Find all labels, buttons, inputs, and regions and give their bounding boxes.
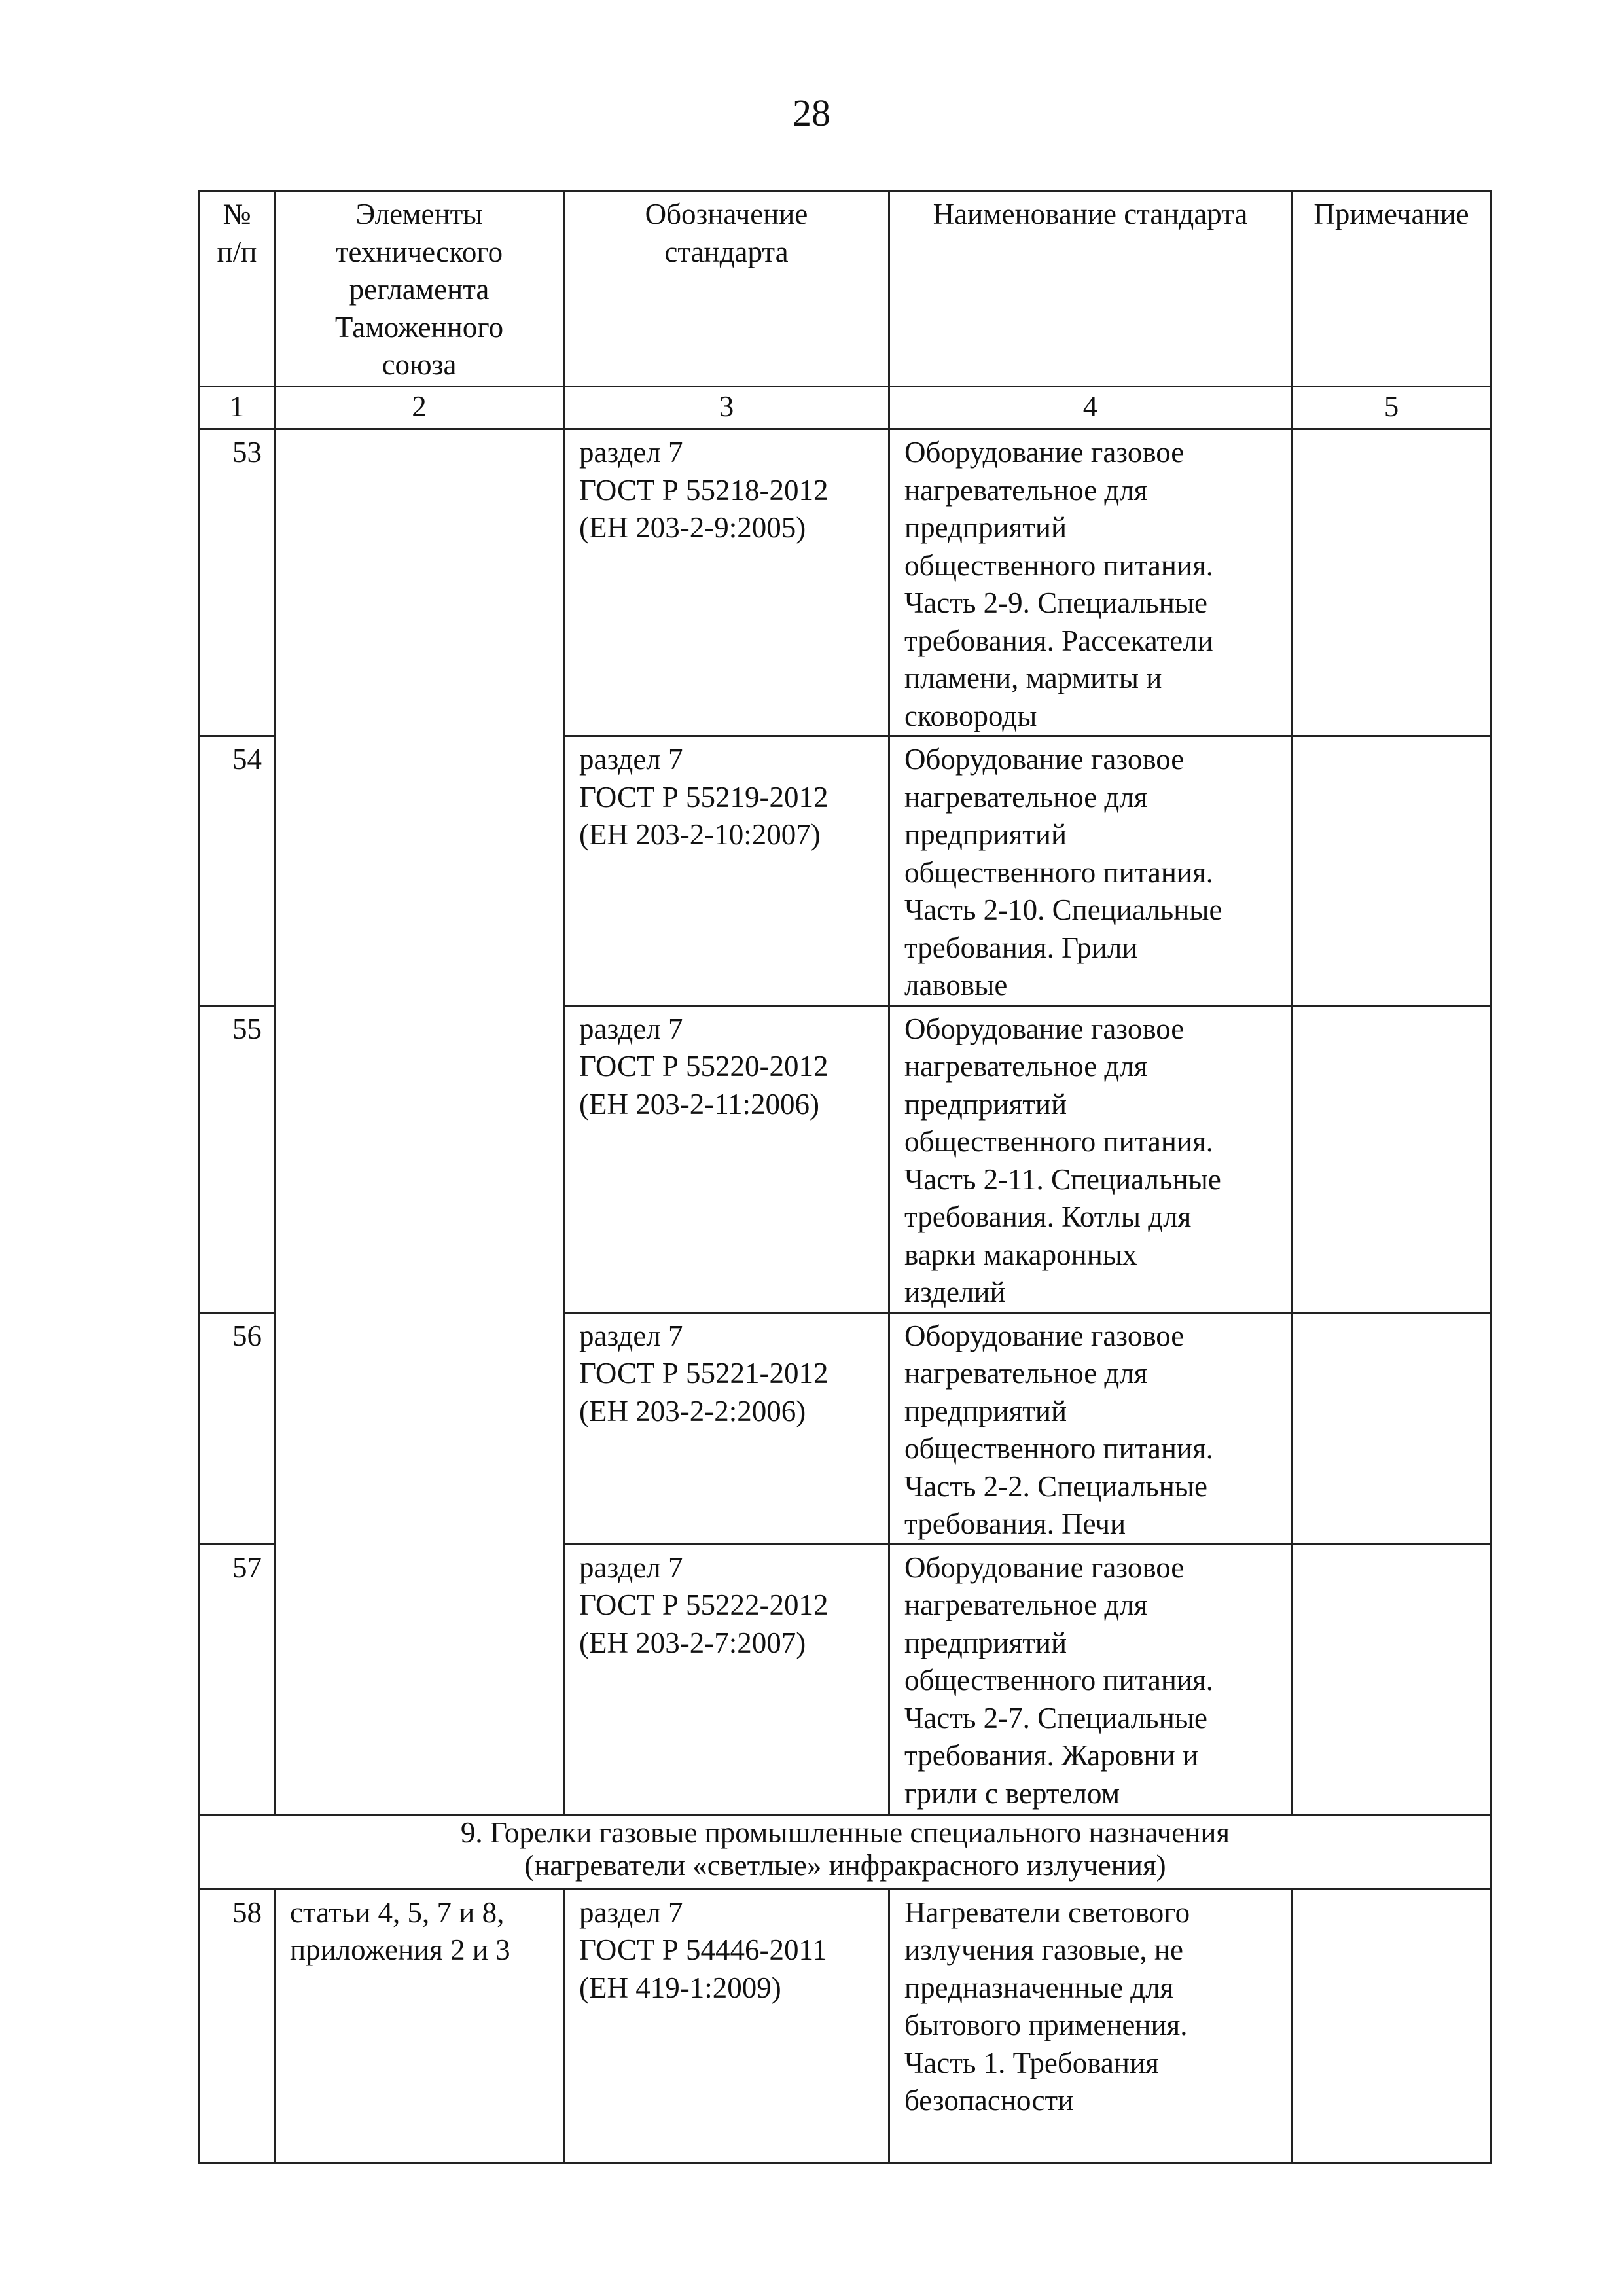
row-number: 55: [200, 1005, 275, 1312]
row-number: 57: [200, 1544, 275, 1815]
note-cell: [1292, 1889, 1491, 2163]
column-number: 2: [275, 387, 564, 429]
header-designation: Обозначение стандарта: [564, 191, 889, 387]
note-cell: [1292, 1544, 1491, 1815]
header-standard-name: Наименование стандарта: [889, 191, 1292, 387]
table-header-row: [200, 191, 1491, 387]
row-number: 54: [200, 736, 275, 1006]
elements-cell-empty: [275, 429, 564, 1816]
row-number: 53: [200, 429, 275, 736]
designation-cell: раздел 7 ГОСТ Р 55218-2012 (ЕН 203-2-9:2005): [564, 429, 889, 736]
column-numbers-row: [200, 387, 1491, 429]
designation-cell: раздел 7 ГОСТ Р 55220-2012 (ЕН 203-2-11:2006): [564, 1005, 889, 1312]
note-cell: [1292, 736, 1491, 1006]
header-number: № п/п: [200, 191, 275, 387]
elements-cell: статьи 4, 5, 7 и 8, приложения 2 и 3: [275, 1889, 564, 2163]
standard-name-cell: Оборудование газовое нагревательное для предприятий общественного питания. Часть 2-10. Специальные требования. Грили лавовые: [889, 736, 1292, 1006]
standard-name-cell: Оборудование газовое нагревательное для предприятий общественного питания. Часть 2-2. Специальные требования. Печи: [889, 1312, 1292, 1544]
row-number: 56: [200, 1312, 275, 1544]
note-cell: [1292, 1312, 1491, 1544]
designation-cell: раздел 7 ГОСТ Р 54446-2011 (ЕН 419-1:2009): [564, 1889, 889, 2163]
table-row: [200, 429, 1491, 736]
section-heading: 9. Горелки газовые промышленные специального назначения (нагреватели «светлые» инфракрасного излучения): [200, 1815, 1491, 1889]
column-number: 3: [564, 387, 889, 429]
column-number: 5: [1292, 387, 1491, 429]
section-heading-row: [200, 1815, 1491, 1889]
page-number: 28: [793, 92, 830, 134]
header-elements: Элементы технического регламента Таможенного союза: [275, 191, 564, 387]
designation-cell: раздел 7 ГОСТ Р 55222-2012 (ЕН 203-2-7:2007): [564, 1544, 889, 1815]
designation-cell: раздел 7 ГОСТ Р 55221-2012 (ЕН 203-2-2:2006): [564, 1312, 889, 1544]
standard-name-cell: Оборудование газовое нагревательное для предприятий общественного питания. Часть 2-7. Специальные требования. Жаровни и грили с вертелом: [889, 1544, 1292, 1815]
table-row: [200, 1889, 1491, 2163]
standards-table: [198, 190, 1492, 2164]
note-cell: [1292, 429, 1491, 736]
standard-name-cell: Нагреватели светового излучения газовые, не предназначенные для бытового применения. Часть 1. Требования безопасности: [889, 1889, 1292, 2163]
standard-name-cell: Оборудование газовое нагревательное для предприятий общественного питания. Часть 2-9. Специальные требования. Рассекатели пламени, мармиты и сковороды: [889, 429, 1292, 736]
note-cell: [1292, 1005, 1491, 1312]
column-number: 1: [200, 387, 275, 429]
designation-cell: раздел 7 ГОСТ Р 55219-2012 (ЕН 203-2-10:2007): [564, 736, 889, 1006]
standard-name-cell: Оборудование газовое нагревательное для предприятий общественного питания. Часть 2-11. Специальные требования. Котлы для варки макаронных изделий: [889, 1005, 1292, 1312]
column-number: 4: [889, 387, 1292, 429]
header-note: Примечание: [1292, 191, 1491, 387]
row-number: 58: [200, 1889, 275, 2163]
